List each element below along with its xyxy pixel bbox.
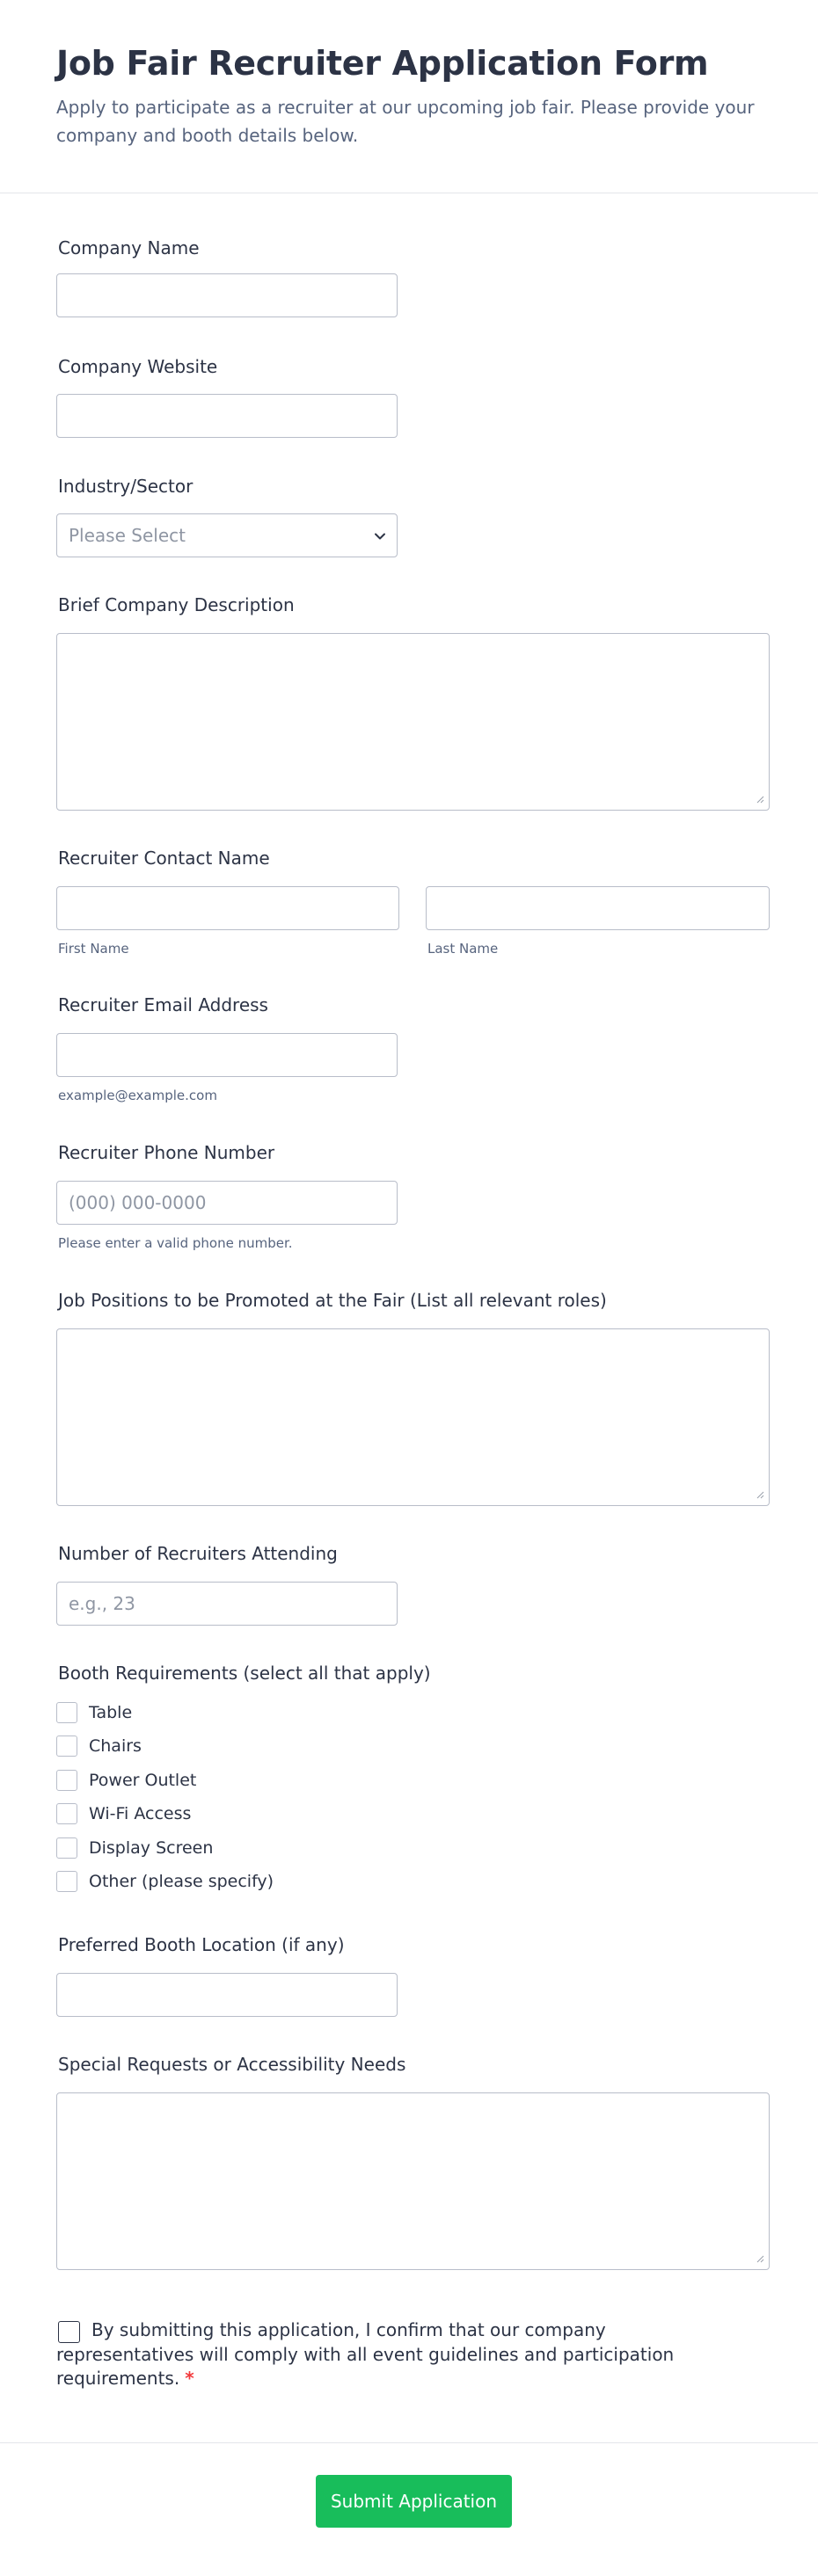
phone-sublabel: Please enter a valid phone number.: [58, 1235, 293, 1251]
recruiter-phone-label: Recruiter Phone Number: [58, 1142, 275, 1163]
booth-location-input[interactable]: [56, 1973, 398, 2017]
booth-option-label: Table: [89, 1703, 133, 1722]
booth-requirements-label: Booth Requirements (select all that apply): [58, 1663, 431, 1684]
consent-label: [56, 2318, 690, 2391]
recruiter-phone-input[interactable]: [56, 1181, 398, 1225]
company-description-textarea[interactable]: [56, 633, 770, 811]
footer-divider: [0, 2442, 818, 2443]
booth-option-label: Wi-Fi Access: [89, 1804, 192, 1823]
industry-select[interactable]: [56, 513, 398, 557]
form-subtitle: Apply to participate as a recruiter at our upcoming job fair. Please provide your company and booth details below.: [56, 97, 755, 146]
company-name-label: Company Name: [58, 237, 200, 258]
checkbox[interactable]: [56, 1736, 77, 1757]
company-website-input[interactable]: [56, 394, 398, 438]
resize-grip-icon[interactable]: [756, 2255, 764, 2263]
first-name-sublabel: First Name: [58, 941, 129, 957]
recruiter-email-input[interactable]: [56, 1033, 398, 1077]
checkbox[interactable]: [56, 1837, 77, 1859]
submit-button[interactable]: Submit Application: [316, 2475, 512, 2528]
checkbox[interactable]: [56, 1770, 77, 1791]
email-sublabel: example@example.com: [58, 1088, 217, 1103]
required-mark: *: [185, 2368, 194, 2389]
num-recruiters-input[interactable]: [56, 1582, 398, 1626]
form-header: [0, 0, 818, 193]
booth-option-label: Display Screen: [89, 1838, 214, 1858]
company-name-input[interactable]: [56, 273, 398, 317]
industry-select-value: Please Select: [69, 525, 186, 546]
checkbox[interactable]: [56, 1702, 77, 1723]
industry-label: Industry/Sector: [58, 476, 194, 497]
recruiter-name-label: Recruiter Contact Name: [58, 848, 270, 869]
form-title: Job Fair Recruiter Application Form: [56, 44, 709, 83]
resize-grip-icon[interactable]: [756, 796, 764, 804]
special-requests-textarea[interactable]: [56, 2092, 770, 2270]
job-positions-label: Job Positions to be Promoted at the Fair (List all relevant roles): [58, 1290, 607, 1311]
special-requests-label: Special Requests or Accessibility Needs: [58, 2054, 406, 2075]
checkbox[interactable]: [56, 1871, 77, 1892]
booth-location-label: Preferred Booth Location (if any): [58, 1934, 345, 1955]
booth-option-label: Other (please specify): [89, 1872, 274, 1891]
resize-grip-icon[interactable]: [756, 1491, 764, 1499]
last-name-input[interactable]: [426, 886, 770, 930]
booth-option-label: Power Outlet: [89, 1771, 197, 1790]
num-recruiters-label: Number of Recruiters Attending: [58, 1543, 338, 1564]
recruiter-email-label: Recruiter Email Address: [58, 994, 268, 1015]
consent-text: By submitting this application, I confirm that our company representatives will comply with all event guidelines and participation requirements.: [56, 2319, 675, 2389]
chevron-down-icon: [372, 528, 388, 544]
company-website-label: Company Website: [58, 356, 218, 377]
job-positions-textarea[interactable]: [56, 1328, 770, 1506]
booth-option-label: Chairs: [89, 1736, 142, 1756]
company-description-label: Brief Company Description: [58, 594, 295, 615]
last-name-sublabel: Last Name: [427, 941, 499, 957]
checkbox[interactable]: [56, 1803, 77, 1824]
first-name-input[interactable]: [56, 886, 399, 930]
